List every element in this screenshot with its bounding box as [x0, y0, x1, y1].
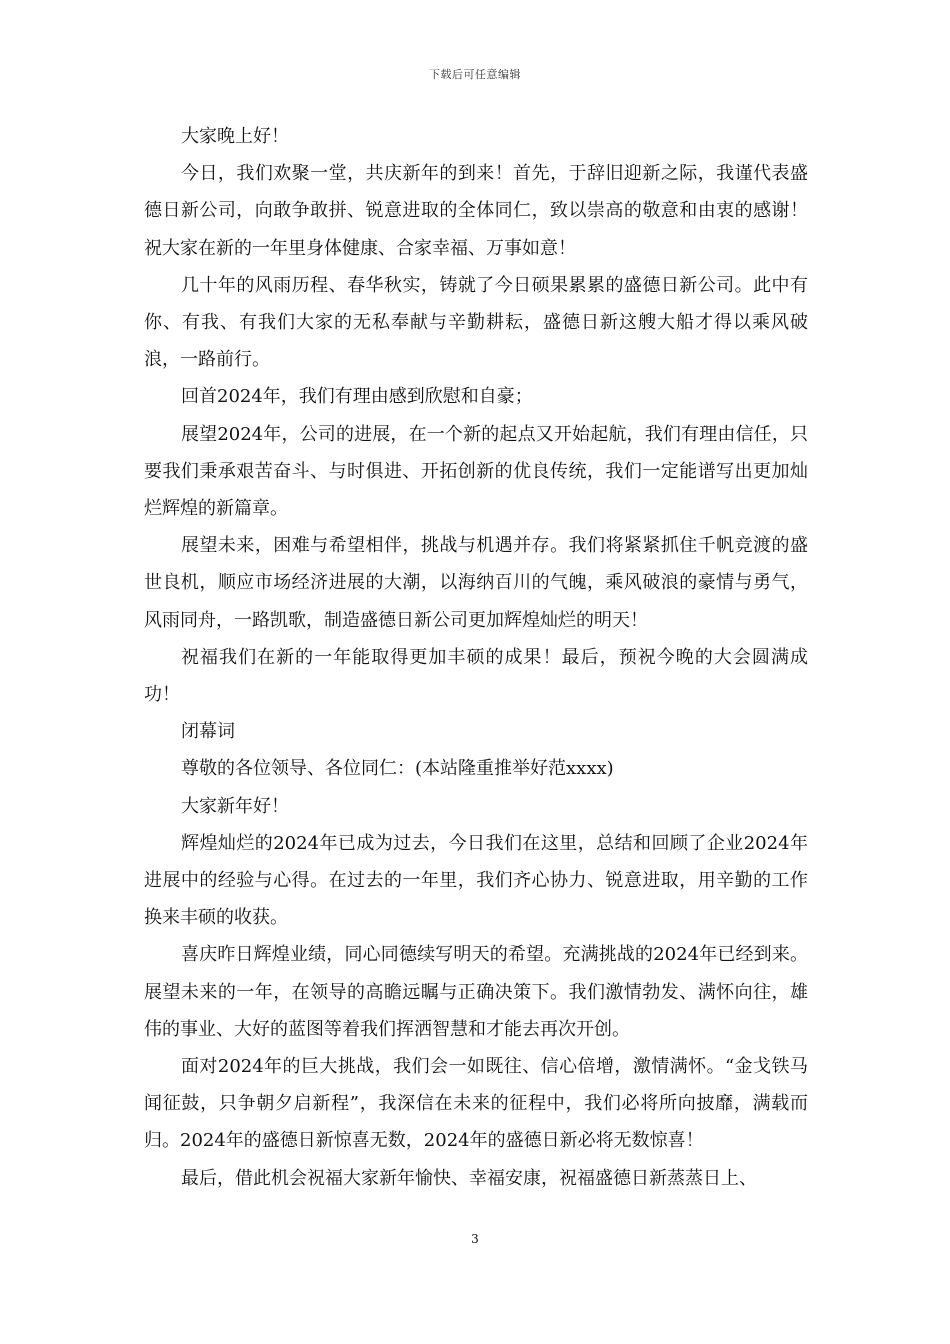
- paragraph: 回首2024年，我们有理由感到欣慰和自豪；: [181, 386, 533, 408]
- paragraph: 最后，借此机会祝福大家新年愉快、幸福安康，祝福盛德日新蒸蒸日上、: [181, 1167, 757, 1189]
- document-body: [144, 118, 808, 1197]
- paragraph: 面对2024年的巨大挑战，我们会一如既往、信心倍增，激情满怀。“金戈铁马闻征鼓，只争朝夕启新程”，我深信在未来的征程中，我们必将所向披靡，满载而归。2024年的盛德日新惊喜无数，2024年的盛德日新必将无数惊喜！: [144, 1056, 808, 1152]
- salutation: 尊敬的各位领导、各位同仁：(本站隆重推举好范xxxx): [181, 758, 614, 780]
- paragraph: 祝福我们在新的一年能取得更加丰硕的成果！最后，预祝今晚的大会圆满成功！: [144, 646, 808, 706]
- paragraph: 几十年的风雨历程、春华秋实，铸就了今日硕果累累的盛德日新公司。此中有你、有我、有我们大家的无私奉献与辛勤耕耘，盛德日新这艘大船才得以乘风破浪，一路前行。: [144, 274, 808, 371]
- page-header: 下载后可任意编辑: [429, 68, 521, 81]
- paragraph: 喜庆昨日辉煌业绩，同心同德续写明天的希望。充满挑战的2024年已经到来。展望未来的一年，在领导的高瞻远瞩与正确决策下。我们激情勃发、满怀向往，雄伟的事业、大好的蓝图等着我们挥洒智慧和才能去再次开创。: [144, 944, 808, 1040]
- paragraph: 展望2024年，公司的进展，在一个新的起点又开始起航，我们有理由信任，只要我们秉承艰苦奋斗、与时俱进、开拓创新的优良传统，我们一定能谱写出更加灿烂辉煌的新篇章。: [144, 423, 808, 520]
- paragraph: 展望未来，困难与希望相伴，挑战与机遇并存。我们将紧紧抓住千帆竞渡的盛世良机，顺应市场经济进展的大潮，以海纳百川的气魄，乘风破浪的豪情与勇气，风雨同舟，一路凯歌，制造盛德日新公司更加辉煌灿烂的明天！: [144, 535, 808, 631]
- paragraph-greeting: 大家新年好！: [181, 795, 289, 817]
- paragraph-greeting: 大家晚上好！: [181, 126, 289, 147]
- page-number: 3: [471, 1232, 479, 1246]
- paragraph: 辉煌灿烂的2024年已成为过去，今日我们在这里，总结和回顾了企业2024年进展中的经验与心得。在过去的一年里，我们齐心协力、锐意进取，用辛勤的工作换来丰硕的收获。: [144, 832, 808, 929]
- paragraph: 今日，我们欢聚一堂，共庆新年的到来！首先，于辞旧迎新之际，我谨代表盛德日新公司，向敢争敢拼、锐意进取的全体同仁，致以崇高的敬意和由衷的感谢！祝大家在新的一年里身体健康、合家幸福、万事如意！: [144, 163, 808, 259]
- section-heading-closing-speech: 闭幕词: [181, 721, 235, 743]
